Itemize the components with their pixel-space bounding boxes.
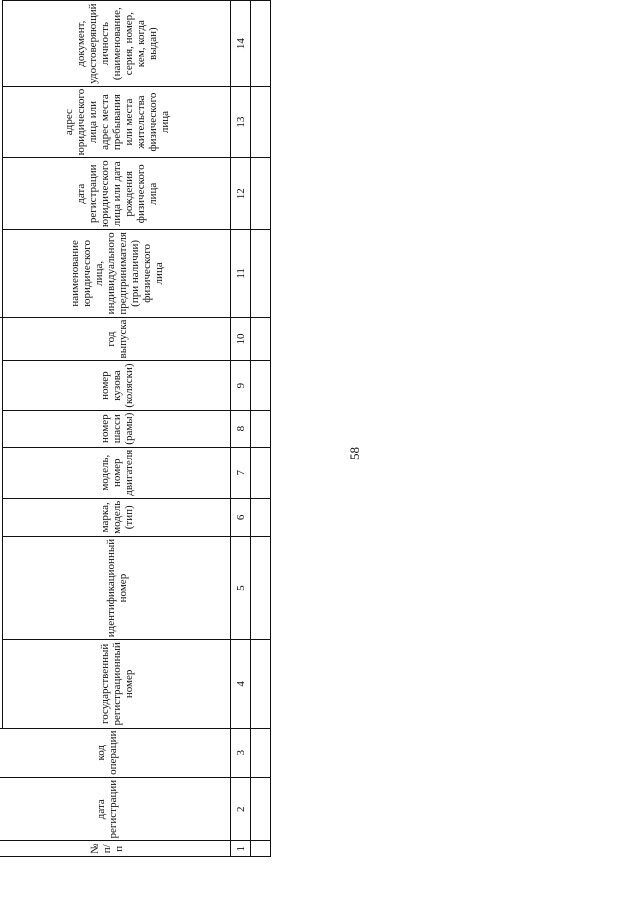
col-num-7: 7 (231, 447, 251, 498)
table-cell (251, 361, 271, 410)
table-cell (251, 841, 271, 857)
header-col-2: дата регистрации (0, 777, 231, 841)
table-cell (251, 447, 271, 498)
registry-table (0, 0, 271, 857)
table-cell (251, 0, 271, 1)
column-number-row (231, 0, 251, 857)
table-cell (251, 728, 271, 777)
col-num-8: 8 (231, 410, 251, 447)
header-col-4: государственный регистрационный номер (3, 640, 231, 728)
header-col-6: марка, модель (тип) (3, 498, 231, 536)
table-cell (251, 1, 271, 86)
table-cell (251, 158, 271, 230)
table-cell (251, 86, 271, 158)
col-num-5: 5 (231, 536, 251, 639)
header-col-9: номер кузова (коляски) (3, 361, 231, 410)
header-col-11: наименование юридического лица, индивидуального предпринимателя (при наличии) физического лица (3, 230, 231, 317)
table-cell (251, 410, 271, 447)
header-col-7: модель, номер двигателя (3, 447, 231, 498)
col-num-15 (231, 0, 251, 1)
header-col-5: идентификационный номер (3, 536, 231, 639)
col-num-12: 12 (231, 158, 251, 230)
col-num-13: 13 (231, 86, 251, 158)
col-num-2: 2 (231, 777, 251, 841)
header-col-14: документ, удостоверяющий личность (наименование, серия, номер, кем, когда выдан) (3, 1, 231, 86)
table-cell (251, 640, 271, 728)
header-col-12: дата регистрации юридического лица или дата рождения физического лица (3, 158, 231, 230)
table-cell (251, 498, 271, 536)
col-num-14: 14 (231, 1, 251, 86)
col-num-9: 9 (231, 361, 251, 410)
col-num-3: 3 (231, 728, 251, 777)
header-col-1: № п/п (0, 841, 231, 857)
col-num-4: 4 (231, 640, 251, 728)
table-cell (251, 777, 271, 841)
header-col-10: год выпуска (3, 317, 231, 361)
header-col-13: адрес юридического лица или адрес места пребывания или места жительства физического лица (3, 86, 231, 158)
col-num-1: 1 (231, 841, 251, 857)
table-cell (251, 230, 271, 317)
col-num-11: 11 (231, 230, 251, 317)
col-num-10: 10 (231, 317, 251, 361)
table-cell (251, 317, 271, 361)
col-num-6: 6 (231, 498, 251, 536)
page-number: 58 (347, 447, 362, 460)
header-col-3: код операции (0, 728, 231, 777)
header-col-15 (3, 0, 231, 1)
header-col-8: номер шасси (рамы) (3, 410, 231, 447)
empty-data-row (251, 0, 271, 857)
table-cell (251, 536, 271, 639)
